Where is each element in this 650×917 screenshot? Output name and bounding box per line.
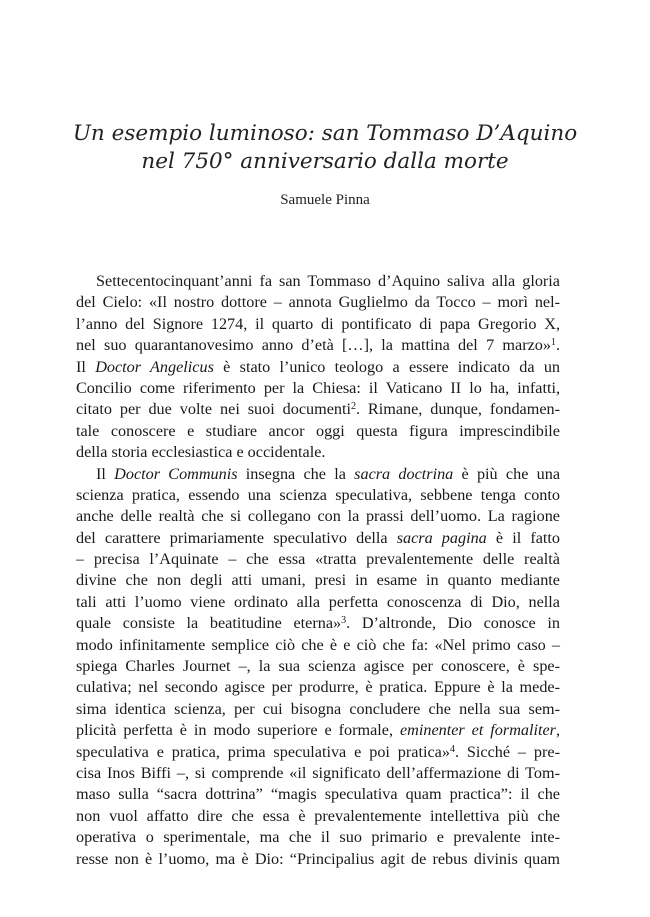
text-line: non vuol affatto dire che essa è prevalentemente intellettiva più che (76, 806, 560, 825)
text-line: operativa o sperimentale, ma che il suo primario e prevalente inte- (76, 828, 560, 847)
text-line: scienza pratica, essendo una scienza speculativa, sebbene tenga conto (76, 485, 560, 504)
title-line-2: nel 750° anniversario dalla morte (141, 149, 509, 174)
text-line: citato per due volte nei suoi documenti$^2$. Rimane, dunque, fondamen- (76, 400, 560, 419)
footnote-ref-1[interactable]: 1 (550, 337, 556, 349)
text-line: Il Doctor Angelicus è stato l’unico teologo a essere indicato da un (76, 357, 561, 376)
text-line: del carattere primariamente speculativo della sacra pagina è il fatto (76, 528, 561, 547)
title-line-1: Un esempio luminoso: san Tommaso D’Aquino (72, 121, 578, 146)
footnote-ref-3[interactable]: 3 (341, 615, 347, 627)
text-line: modo infinitamente semplice ciò che è e ciò che fa: «Nel primo caso – (76, 635, 560, 654)
text-line: resse non è l’uomo, ma è Dio: “Principalius agit de rebus divinis quam (76, 849, 560, 868)
author-name: Samuele Pinna (280, 192, 370, 208)
text-line: anche delle realtà che si collegano con la prassi dell’uomo. La ragione (76, 507, 560, 526)
text-line: divine che non degli atti umani, presi in esame in quanto mediante (76, 571, 560, 590)
text-line: del Cielo: «Il nostro dottore – annota Guglielmo da Tocco – morì nel- (76, 293, 560, 312)
text-line: cisa Inos Biffi –, si comprende «il significato dell’affermazione di Tom- (76, 763, 560, 782)
text-line: maso sulla “sacra dottrina” “magis speculativa quam practica”: il che (76, 785, 560, 804)
footnote-ref-4[interactable]: 4 (449, 743, 455, 755)
text-line: quale consiste la beatitudine eterna»$^3$. D’altronde, Dio conosce in (76, 614, 560, 633)
text-line: Settecentocinquant’anni fa san Tommaso d’Aquino saliva alla gloria (96, 272, 560, 290)
text-line: nel suo quarantanovesimo anno d’età […], la mattina del 7 marzo»$^1$. (76, 336, 560, 355)
text-line: della storia ecclesiastica e occidentale. (76, 443, 326, 462)
footnote-ref-2[interactable]: 2 (350, 401, 356, 413)
text-line: – precisa l’Aquinate – che essa «tratta prevalentemente delle realtà (76, 550, 560, 569)
article-body (76, 271, 560, 870)
text-line: tale conoscere e studiare ancor oggi questa figura imprescindibile (76, 421, 560, 440)
text-line: Il Doctor Communis insegna che la sacra doctrina è più che una (96, 464, 561, 483)
text-line: tali atti l’uomo viene ordinato alla perfetta conoscenza di Dio, nella (76, 592, 560, 611)
text-line: Concilio come riferimento per la Chiesa: il Vaticano II lo ha, infatti, (76, 378, 560, 397)
text-line: spiega Charles Journet –, la sua scienza agisce per conoscere, è spe- (76, 657, 560, 676)
article-title (40, 120, 610, 176)
text-line: sima identica scienza, per cui bisogna concludere che nella sua sem- (76, 699, 560, 718)
paragraph-2 (76, 464, 560, 870)
text-line: speculativa e pratica, prima speculativa e poi pratica»$^4$. Sicché – pre- (76, 742, 560, 761)
text-line: culativa; nel secondo agisce per produrre, è pratica. Eppure è la mede- (76, 678, 560, 697)
text-line: plicità perfetta è in modo superiore e formale, eminenter et formaliter, (76, 721, 561, 740)
paragraph-1 (76, 271, 560, 464)
text-line: l’anno del Signore 1274, il quarto di pontificato di papa Gregorio X, (76, 314, 560, 333)
